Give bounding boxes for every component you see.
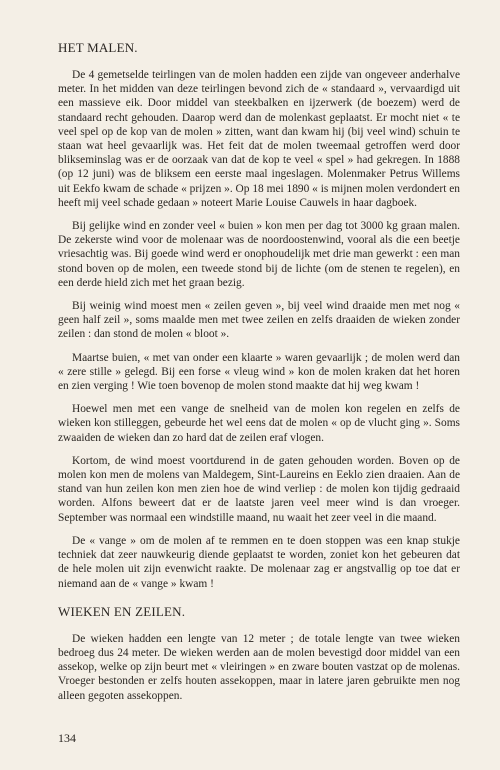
- section-heading-wieken-en-zeilen: WIEKEN EN ZEILEN.: [58, 603, 186, 619]
- paragraph: De « vange » om de molen af te remmen en te doen stoppen was een knap stukje techniek dat zeer nauwkeurig diende geplaatst te worden, zoniet kon het gebeuren dat de hele molen uit zijn evenwicht raakte. De molenaar zag er angstvallig op toe dat er niemand aan de « vange » kwam !: [58, 534, 460, 590]
- paragraph: Maartse buien, « met van onder een klaarte » waren gevaarlijk ; de molen werd dan « zere stille » gelegd. Bij een forse « vleug wind » kon de molen kraken dat het horen en zien verging ! Wie toen bovenop de molen stond maakte dat hij weg kwam !: [58, 351, 460, 393]
- section-heading-het-malen: HET MALEN.: [58, 40, 138, 55]
- paragraph: De wieken hadden een lengte van 12 meter ; de totale lengte van twee wieken bedroeg dus 24 meter. De wieken werden aan de molen bevestigd door middel van een assekop, welke op zijn beurt met « vleiringen » en zware bouten vastzat op de molenas. Vroeger bestonden er zelfs houten assekoppen, maar in latere jaren gebruikte men nog alleen gegoten assekoppen.: [58, 632, 460, 702]
- paragraph: Kortom, de wind moest voortdurend in de gaten gehouden worden. Boven op de molen kon men de molens van Maldegem, Sint-Laureins en Eeklo zien draaien. Aan de stand van hun zeilen kon men zien hoe de wind verliep : de molen kon tijdig gedraaid worden. Alfons beweert dat er de laatste jaren veel meer wind is dan vroeger. September was normaal een windstille maand, nu waait het zeer veel in die maand.: [58, 454, 460, 524]
- page-number: 134: [58, 731, 76, 745]
- paragraph: Bij gelijke wind en zonder veel « buien » kon men per dag tot 3000 kg graan malen. De zekerste wind voor de molenaar was de noordoostenwind, vooral als die een beetje vriesachtig was. Bij goede wind werd er onophoudelijk met drie man gewerkt : een man stond boven op de molen, een tweede stond bij de lichte (om de stenen te regelen), en een derde hield zich met het graan bezig.: [58, 220, 460, 289]
- paragraph: De 4 gemetselde teirlingen van de molen hadden een zijde van ongeveer anderhalve meter. In het midden van deze teirlingen bevond zich de « standaard », vervaardigd uit een massieve eik. Door middel van steekbalken en ijzerwerk (de boezem) werd de standaard recht gehouden. Daarop werd dan de molenkast geplaatst. Er mocht niet « te veel spel op de kop van de molen » zitten, want dan kwam hij (bij veel wind) schuin te staan wat heel gevaarlijk was. Het feit dat de molen tweemaal getroffen werd door blikseminslag was er de oorzaak van dat de kop te veel « spel » had gekregen. In 1888 (op 12 juni) was de bliksem een eerste maal ingeslagen. Molenmaker Petrus Willems uit Eekfo kwam de schade « prijzen ». Op 18 mei 1890 « is mijnen molen verdondert en heeft mij veel schade gedaan » noteert Marie Louise Cauwels in haar dagboek.: [58, 69, 460, 209]
- paragraph: Hoewel men met een vange de snelheid van de molen kon regelen en zelfs de wieken kon stilleggen, gebeurde het wel eens dat de molen « op de vlucht ging ». Soms zwaaiden de wieken dan zo hard dat de zeilen eraf vlogen.: [58, 403, 460, 444]
- paragraph: Bij weinig wind moest men « zeilen geven », bij veel wind draaide men met nog « geen half zeil », soms maalde men met twee zeilen en zelfs draaiden de wieken zonder zeilen : dan stond de molen « bloot ».: [58, 300, 460, 341]
